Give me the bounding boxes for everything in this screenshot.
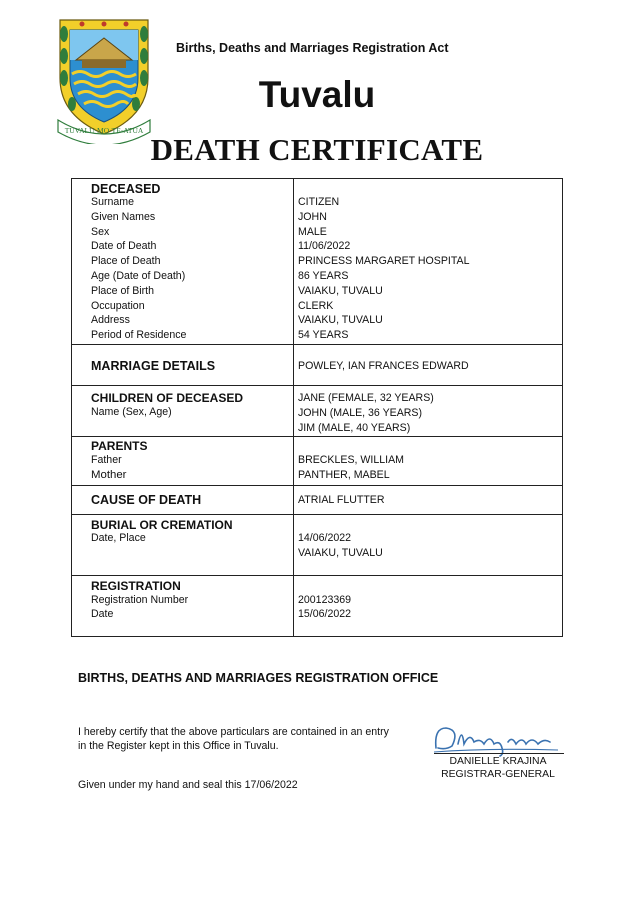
value-place-of-birth: VAIAKU, TUVALU [298,284,383,297]
value-period-of-residence: 54 YEARS [298,329,349,342]
certificate-table [71,178,563,637]
child-2: JOHN (MALE, 36 YEARS) [298,406,423,419]
certification-statement [78,725,389,753]
children-values [298,391,560,435]
value-sex: MALE [298,225,327,238]
mother-value: PANTHER, MABEL [298,469,390,481]
value-address: VAIAKU, TUVALU [298,314,383,327]
marriage-value: POWLEY, IAN FRANCES EDWARD [298,360,469,372]
registration-number-value: 200123369 [298,594,352,606]
registrar-signature [430,718,566,758]
deceased-heading: DECEASED [91,182,161,196]
value-age: 86 YEARS [298,269,349,282]
registration-number-label: Registration Number [91,594,189,606]
mother-label: Mother [91,469,127,481]
child-1: JANE (FEMALE, 32 YEARS) [298,392,434,404]
children-heading: CHILDREN OF DECEASED [91,391,244,405]
signature-line [434,753,564,754]
registration-date-value: 15/06/2022 [298,608,352,620]
father-label: Father [91,454,122,466]
office-heading: BIRTHS, DEATHS AND MARRIAGES REGISTRATION OFFICE [78,671,439,685]
registration-section [72,575,562,638]
label-surname: Surname [91,196,134,208]
parents-heading: PARENTS [91,439,148,453]
registrar-title: REGISTRAR-GENERAL [441,769,555,781]
cause-section [72,485,562,515]
label-sex: Sex [91,225,110,238]
marriage-heading: MARRIAGE DETAILS [91,359,216,373]
value-given-names: JOHN [298,210,327,223]
burial-date: 14/06/2022 [298,532,352,544]
children-label: Name (Sex, Age) [91,406,172,418]
label-place-of-birth: Place of Birth [91,284,155,297]
value-surname: CITIZEN [298,196,340,208]
certificate-title: DEATH CERTIFICATE [150,132,484,167]
country-name: Tuvalu [258,74,376,115]
marriage-section [72,344,562,386]
certify-line-2: in the Register kept in this Office in Tuvalu. [78,740,279,753]
certify-line-1: I hereby certify that the above particulars are contained in an entry [78,726,389,738]
burial-place: VAIAKU, TUVALU [298,547,383,559]
given-under-hand: Given under my hand and seal this 17/06/2022 [78,779,298,791]
father-value: BRECKLES, WILLIAM [298,454,404,466]
value-date-of-death: 11/06/2022 [298,240,351,253]
parents-section [72,436,562,486]
label-date-of-death: Date of Death [91,240,157,253]
label-occupation: Occupation [91,299,145,312]
registrar-name: DANIELLE KRAJINA [449,756,547,767]
act-name: Births, Deaths and Marriages Registration Act [176,41,449,55]
deceased-labels [91,195,291,343]
registrar-block [426,755,570,782]
label-age: Age (Date of Death) [91,269,186,282]
registration-heading: REGISTRATION [91,579,181,593]
deceased-section [72,179,562,344]
child-3: JIM (MALE, 40 YEARS) [298,421,411,434]
value-place-of-death: PRINCESS MARGARET HOSPITAL [298,255,470,268]
deceased-values [298,195,560,343]
burial-label: Date, Place [91,532,146,544]
label-place-of-death: Place of Death [91,255,161,268]
label-given-names: Given Names [91,210,156,223]
crest-motto: TUVALU·MO·TE·ATUA [64,126,144,135]
cause-value: ATRIAL FLUTTER [298,494,385,506]
label-address: Address [91,314,130,327]
cause-heading: CAUSE OF DEATH [91,493,202,507]
label-period-of-residence: Period of Residence [91,329,187,342]
value-occupation: CLERK [298,299,334,312]
burial-section [72,514,562,576]
children-section [72,385,562,437]
burial-heading: BURIAL OR CREMATION [91,518,233,532]
registration-date-label: Date [91,608,114,620]
